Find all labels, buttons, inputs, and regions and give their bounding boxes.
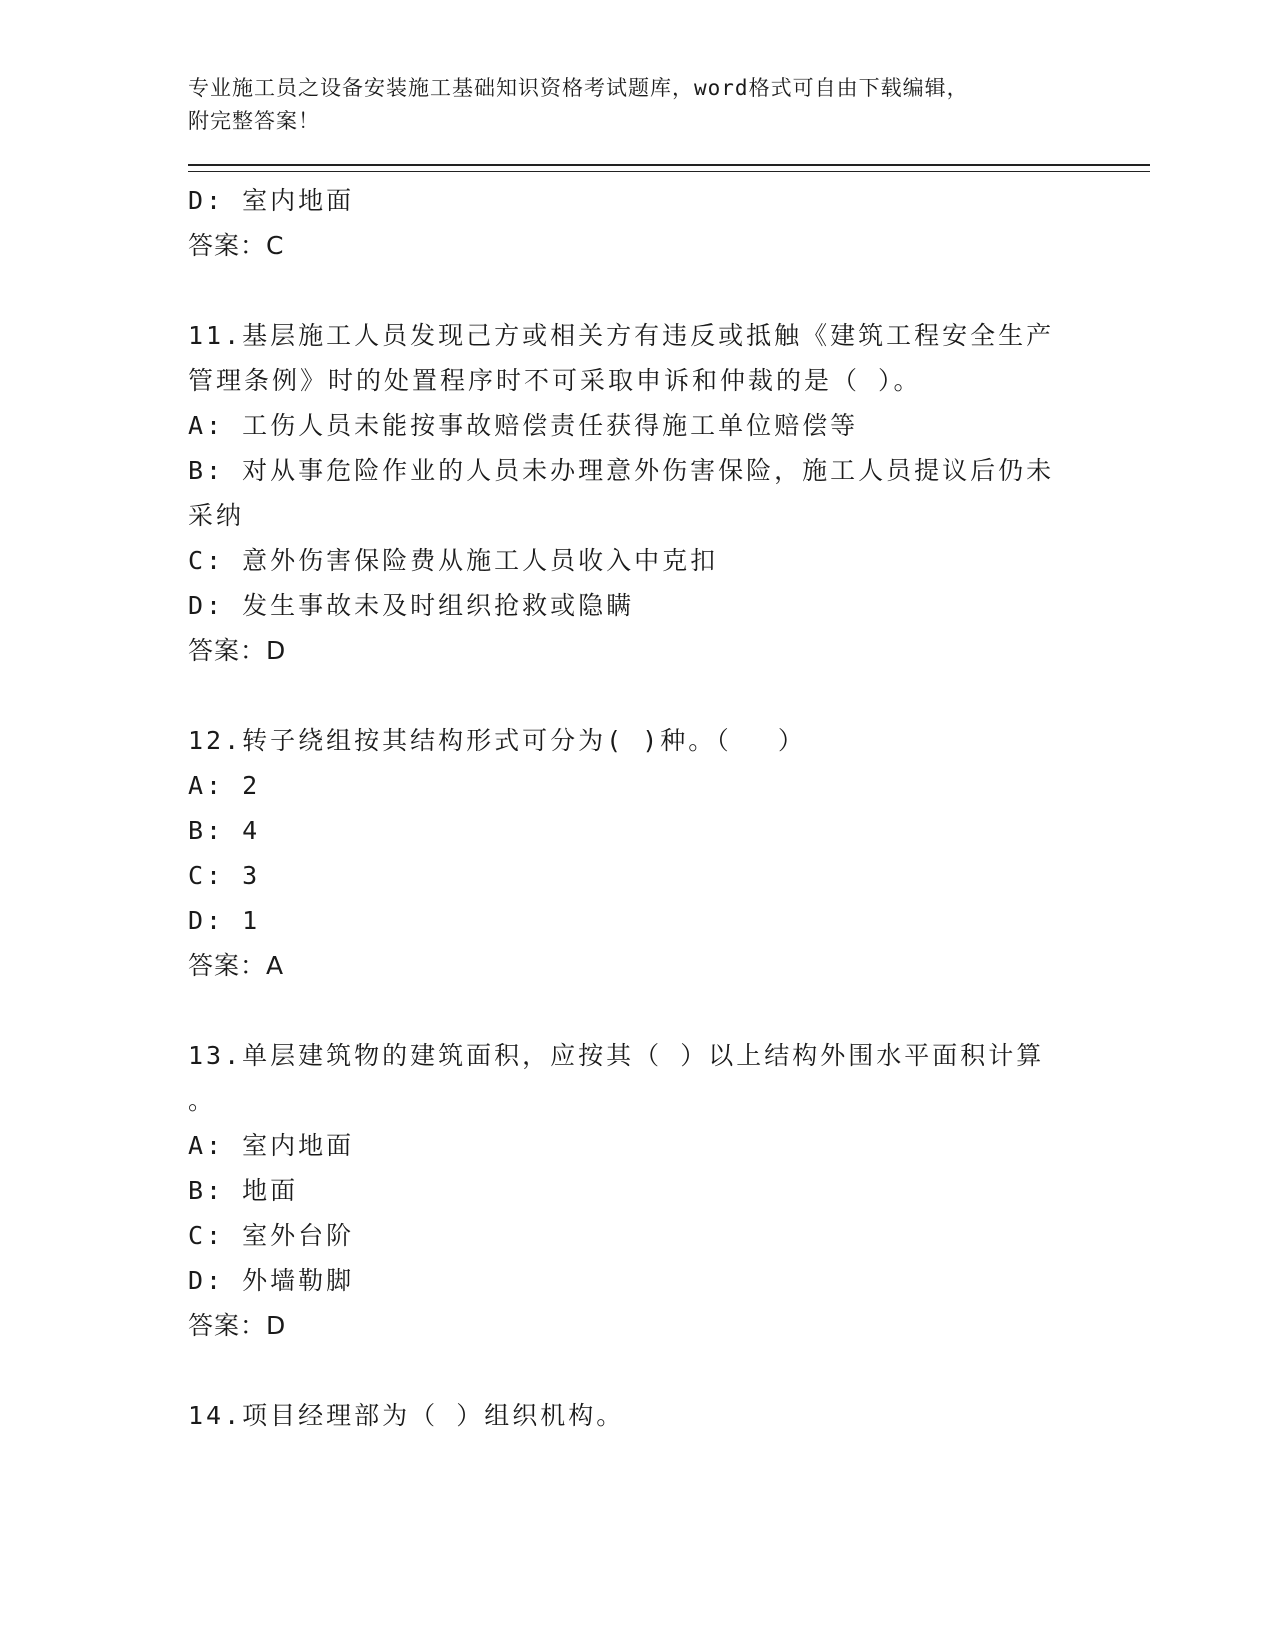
option-d: D: 1 [188, 906, 261, 935]
question-stem-continued: 管理条例》时的处置程序时不可采取申诉和仲裁的是（ ）。 [188, 366, 922, 395]
option-c: C: 3 [188, 861, 261, 890]
spacer [188, 1348, 1150, 1393]
spacer [188, 673, 1150, 718]
header-divider [188, 164, 1150, 172]
question-stem: 11.基层施工人员发现己方或相关方有违反或抵触《建筑工程安全生产 [188, 321, 1055, 350]
spacer [188, 988, 1150, 1033]
option-d: D: 室内地面 [188, 186, 355, 215]
answer-label: 答案：A [188, 951, 285, 980]
question-14 [188, 1393, 1150, 1438]
option-b: B: 地面 [188, 1176, 299, 1205]
answer-label: 答案：C [188, 231, 285, 260]
option-b: B: 4 [188, 816, 261, 845]
question-stem-continued: 。 [188, 1086, 217, 1115]
option-a: A: 2 [188, 771, 261, 800]
document-page [188, 72, 1150, 1438]
question-stem: 14.项目经理部为（ ）组织机构。 [188, 1401, 625, 1430]
question-stem: 12.转子绕组按其结构形式可分为( )种。（ ） [188, 726, 806, 755]
question-13 [188, 1033, 1150, 1348]
question-11 [188, 313, 1150, 673]
option-b-continued: 采纳 [188, 501, 245, 530]
document-header [188, 72, 1150, 138]
option-c: C: 意外伤害保险费从施工人员收入中克扣 [188, 546, 719, 575]
previous-question-tail [188, 178, 1150, 268]
question-12 [188, 718, 1150, 988]
header-line-2: 附完整答案！ [188, 109, 320, 133]
question-stem: 13.单层建筑物的建筑面积，应按其（ ）以上结构外围水平面积计算 [188, 1041, 1045, 1070]
header-line-1: 专业施工员之设备安装施工基础知识资格考试题库，word格式可自由下载编辑， [188, 76, 969, 100]
option-a: A: 室内地面 [188, 1131, 355, 1160]
option-b: B: 对从事危险作业的人员未办理意外伤害保险，施工人员提议后仍未 [188, 456, 1055, 485]
option-d: D: 发生事故未及时组织抢救或隐瞒 [188, 591, 635, 620]
option-d: D: 外墙勒脚 [188, 1266, 355, 1295]
option-a: A: 工伤人员未能按事故赔偿责任获得施工单位赔偿等 [188, 411, 859, 440]
answer-label: 答案：D [188, 636, 287, 665]
answer-label: 答案：D [188, 1311, 287, 1340]
spacer [188, 268, 1150, 313]
option-c: C: 室外台阶 [188, 1221, 355, 1250]
